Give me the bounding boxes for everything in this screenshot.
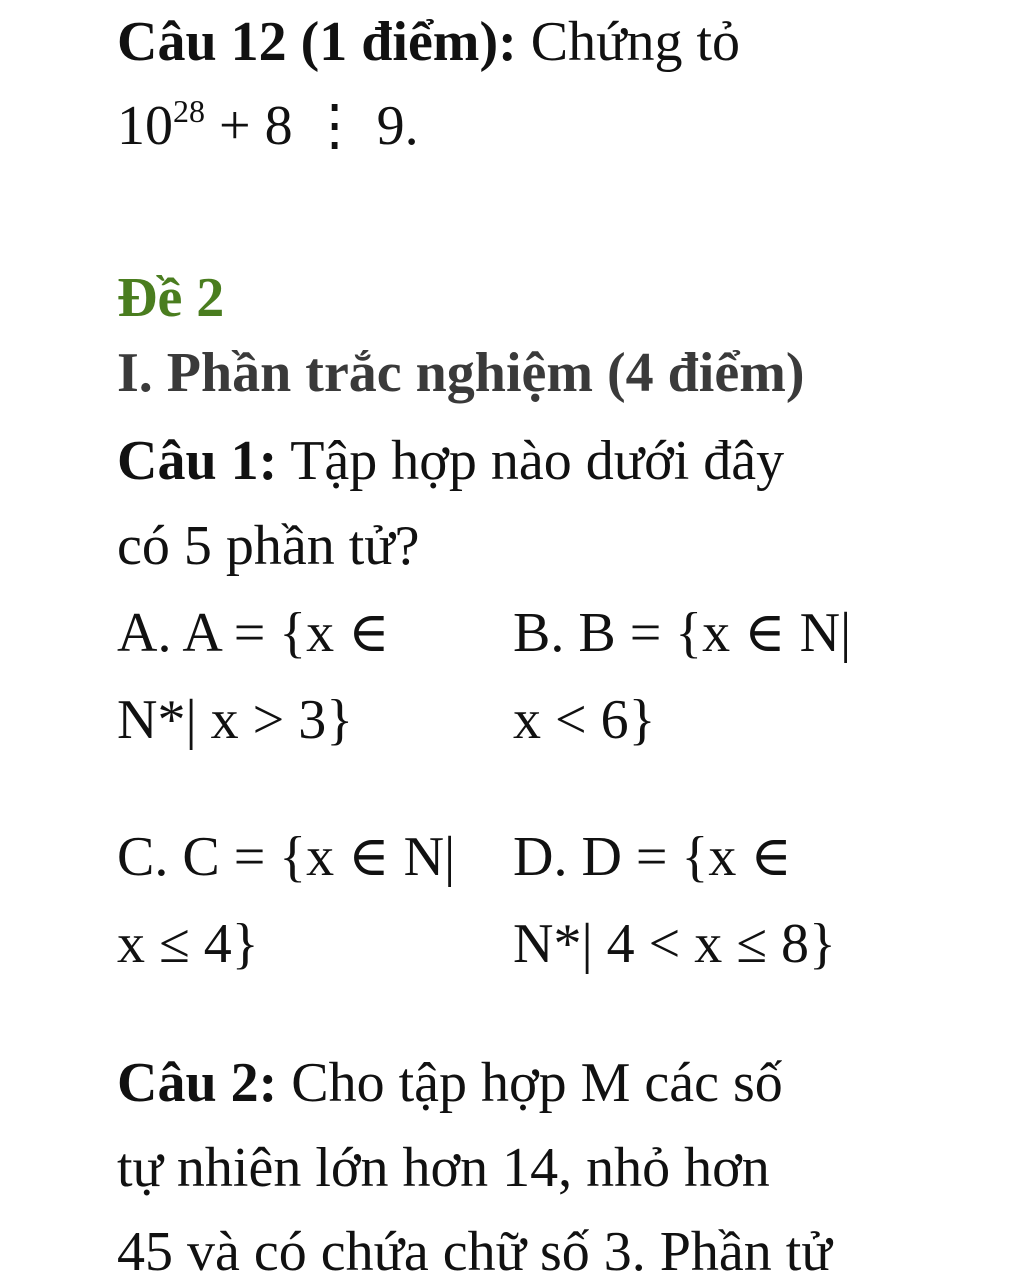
expr-exponent: 28 [173, 93, 205, 129]
option-d-line-1: D. D = {x ∈ [513, 826, 792, 888]
option-c-line-1: C. C = {x ∈ N| [117, 826, 456, 888]
question-12-label: Câu 12 (1 điểm): [117, 11, 517, 73]
option-b-line-1: B. B = {x ∈ N| [513, 602, 852, 664]
question-2-label: Câu 2: [117, 1052, 278, 1114]
question-2-text: Cho tập hợp M các số [277, 1052, 783, 1114]
option-a-line-2: N*| x > 3} [117, 689, 354, 751]
option-a-line-1: A. A = {x ∈ [117, 602, 390, 664]
question-2-line-1 [117, 1052, 783, 1114]
exam-title: Đề 2 [117, 267, 225, 329]
expr-base: 10 [117, 95, 173, 157]
question-1-line-1 [117, 430, 785, 492]
question-1-text: Tập hợp nào dưới đây [277, 430, 785, 492]
option-b-line-2: x < 6} [513, 689, 656, 751]
option-c-line-2: x ≤ 4} [117, 913, 259, 975]
question-12-line-1 [117, 11, 741, 73]
question-1-label: Câu 1: [117, 430, 278, 492]
section-title: I. Phần trắc nghiệm (4 điểm) [117, 342, 805, 404]
option-d-line-2: N*| 4 < x ≤ 8} [513, 913, 836, 975]
question-1-line-2: có 5 phần tử? [117, 515, 420, 577]
question-2-line-3: 45 và có chứa chữ số 3. Phần tử [117, 1221, 832, 1280]
question-12-text: Chứng tỏ [516, 11, 741, 73]
expr-rest: + 8 ⋮ 9. [205, 95, 419, 157]
question-2-line-2: tự nhiên lớn hơn 14, nhỏ hơn [117, 1137, 770, 1199]
question-12-line-2 [117, 93, 419, 157]
